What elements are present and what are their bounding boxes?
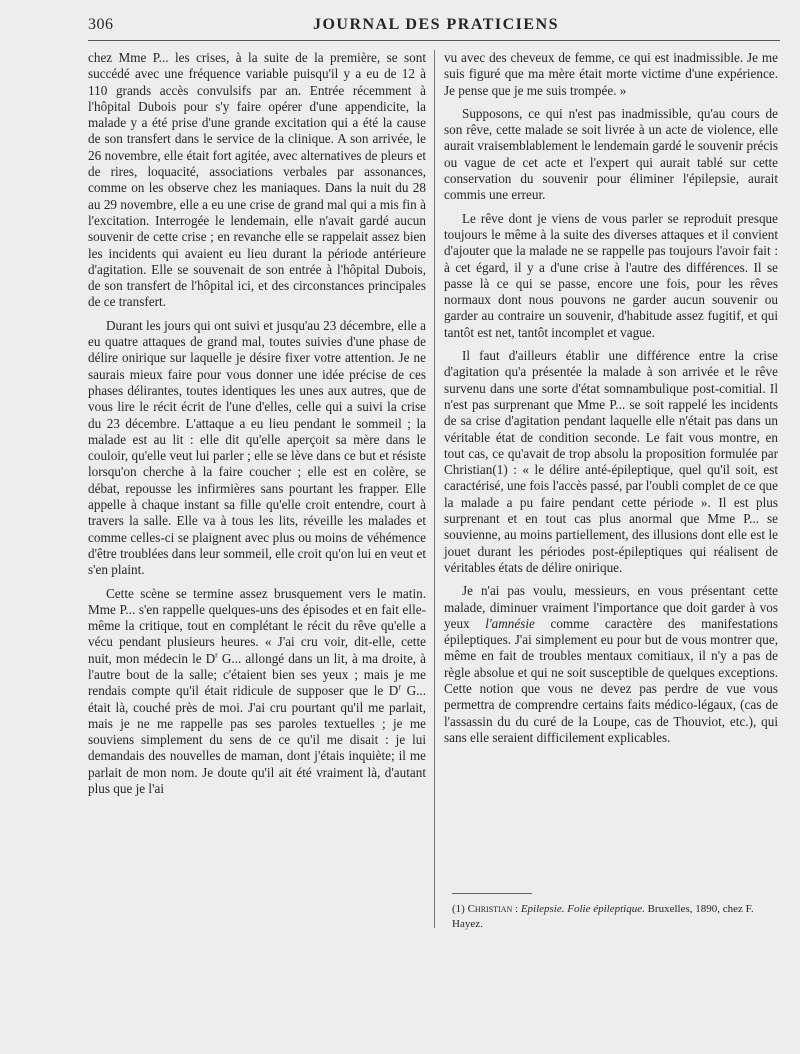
left-paragraph-3-part-1: Cette scène se termine assez brusquement vers le matin. Mme P... s'en rappelle quelques-uns des épisodes et en fait elle-même la critique, tout en complétant le récit du rêve qu'elle a vécu pendant plusieurs heures. « J'ai cru voir, dit-elle, cette nuit, mon médecin le D: [88, 585, 426, 666]
footnote-rule: [452, 893, 532, 894]
left-paragraph-3-part-3: G... était là, couché près de moi. J'ai cru pourtant qu'il me parlait, mais je ne me rappelle pas ses paroles textuelles ; je me souviens simplement du sens de ce qu'il me disait : je lui demandais des nouvelles de maman, dont j'étais inquiète; il me parlait de mon nom. Je doute qu'il ait été vraiment là, d'autant plus que je l'ai: [88, 683, 426, 797]
left-paragraph-3-part-2: G... allongé dans un lit, à ma droite, à l'autre bout de la salle; c'étaient bien ses yeux ; mais je me rendais compte qu'il était ridicule de supposer que le D: [88, 650, 426, 699]
footnote-marker: (1): [452, 903, 468, 915]
footnote: [452, 902, 778, 932]
header-rule: [88, 40, 780, 41]
right-paragraph-5-part-1: Je n'ai pas voulu, messieurs, en vous présentant cette malade, diminuer vraiment l'importance que doit garder à vos yeux: [444, 583, 778, 631]
footnote-title: Epilepsie. Folie épileptique.: [520, 903, 645, 915]
superscript-r: r: [398, 682, 401, 692]
right-paragraph-2: Supposons, ce qui n'est pas inadmissible, qu'au cours de son rêve, cette malade se soit livrée à un acte de violence, elle aurait vraisemblablement le lendemain gardé le souvenir précis ou vague de cet acte et l'expert qui aurait tablé sur cette conservation du souvenir pour éliminer l'épilepsie, aurait commis une erreur.: [444, 105, 778, 203]
left-paragraph-2: Durant les jours qui ont suivi et jusqu'au 23 décembre, elle a eu quatre attaques de grand mal, toutes suivies d'une phase de délire onirique sur laquelle je désire fixer votre attention. Je ne saurais mieux faire pour vous donner une idée précise de ces phases délirantes, toutes identiques les unes aux autres, que de vous lire le récit écrit de l'une d'elles, celle qui a suivi la crise du 23 décembre. L'attaque a eu lieu pendant le sommeil ; la malade est au lit : elle dit qu'elle aperçoit sa mère dans le couloir, qu'elle veut lui parler ; elle se lève dans ce but et résiste lorsqu'on cherche à la faire coucher ; elle est en colère, se débat, repousse les infirmières sans pourtant les frapper. Elle appelle à chaque instant sa fille qu'elle croit entendre, court à travers la salle. Elle va à tous les lits, réveille les malades et comme celles-ci se plaignent avec plus ou moins de véhémence d'être troublées dans leur sommeil, elle croit qu'on lui en veut et s'en plaint.: [88, 317, 426, 578]
footnote-author: Christian :: [467, 903, 519, 915]
right-paragraph-5-part-2: comme caractère des manifestations épileptiques. J'ai simplement eu pour but de vous montrer que, même en fait de troubles mentaux comitiaux, il n'y a pas de règle absolue et qui ne soit susceptible de quelques exceptions. Cette notion que vous ne devez pas perdre de vue vous permettra de comprendre certains faits médico-légaux, (cas de l'assassin du du curé de la Loupe, cas de Thouviot, etc.), qui sans elle seraient difficilement explicables.: [444, 615, 779, 745]
right-paragraph-4: Il faut d'ailleurs établir une différence entre la crise d'agitation qu'a présentée la malade à son arrivée et le rêve survenu dans une sorte d'état somnambulique post-comitial. Il n'est pas surprenant que Mme P... se soit rappelé les incidents de sa crise d'agitation pendant laquelle elle n'était pas dans un véritable état de condition seconde. Le fait vous montre, en tout cas, ce qu'avait de trop absolu la proposition formulée par Christian(1) : « le délire anté-épileptique, quel qu'il soit, est caractérisé, une fois l'accès passé, par l'oubli complet de ce que la malade a pu faire pendant cette période ». Il est plus surprenant et en tout cas plus anormal que Mme P... se souvienne, au moins partiellement, des illusions dont elle est le jouet durant les périodes post-épileptiques qui réalisent de véritables états de délire onirique.: [444, 348, 778, 575]
italic-amnesie: l'amnésie: [485, 615, 535, 631]
superscript-r: r: [215, 650, 218, 660]
right-column: [444, 50, 778, 753]
left-column: [88, 50, 426, 804]
column-divider: [434, 50, 435, 928]
page-number: 306: [88, 16, 114, 33]
page-header: [88, 16, 784, 42]
footnote-publisher: Bruxelles, 1890, chez F. Hayez.: [452, 903, 754, 930]
left-paragraph-3: [88, 586, 426, 798]
right-paragraph-3: Le rêve dont je viens de vous parler se reproduit presque toujours le même à la suite des diverses attaques et il convient d'ajouter que la malade ne se rappelle pas toujours l'avoir fait : à cet égard, il y a d'une crise à l'autre des différences. Il se passe là ce qui se passe, encore une fois, pour les rêves normaux dont nous pouvons ne garder aucun souvenir ou garder au contraire un souvenir, d'habitude assez fugitif, et qui tantôt est net, tantôt incomplet et vague.: [444, 210, 778, 340]
left-paragraph-1: chez Mme P... les crises, à la suite de la première, se sont succédé avec une fréquence variable puisqu'il y a eu de 12 à 110 grands accès convulsifs par an. Entrée récemment à l'hôpital Dubois pour s'y faire opérer d'une appendicite, la malade y a été prise d'une grande excitation qui a été la cause de son transfert dans le service de la clinique. A son arrivée, le 26 novembre, elle était fort agitée, avec alternatives de pleurs et de rires, loquacité, associations verbales par assonances, comme on les observe chez les maniaques. Dans la nuit du 28 au 29 novembre, elle a eu une crise de grand mal qui a mis fin à l'excitation. Interrogée le lendemain, elle n'avait gardé aucun souvenir de cette crise ; en revanche elle se rappelait assez bien les incidents qui avaient eu lieu durant la période antérieure d'agitation. Elle se souvenait de son entrée à l'hôpital Dubois, de son transfert de l'hôpital ici, et des circonstances principales de ce transfert.: [88, 50, 426, 310]
right-paragraph-1: vu avec des cheveux de femme, ce qui est inadmissible. Je me suis figuré que ma mère était morte victime d'une expérience. Je pense que je me suis trompée. »: [444, 50, 778, 98]
journal-title: JOURNAL DES PRATICIENS: [312, 16, 560, 33]
right-paragraph-5: [444, 583, 778, 746]
